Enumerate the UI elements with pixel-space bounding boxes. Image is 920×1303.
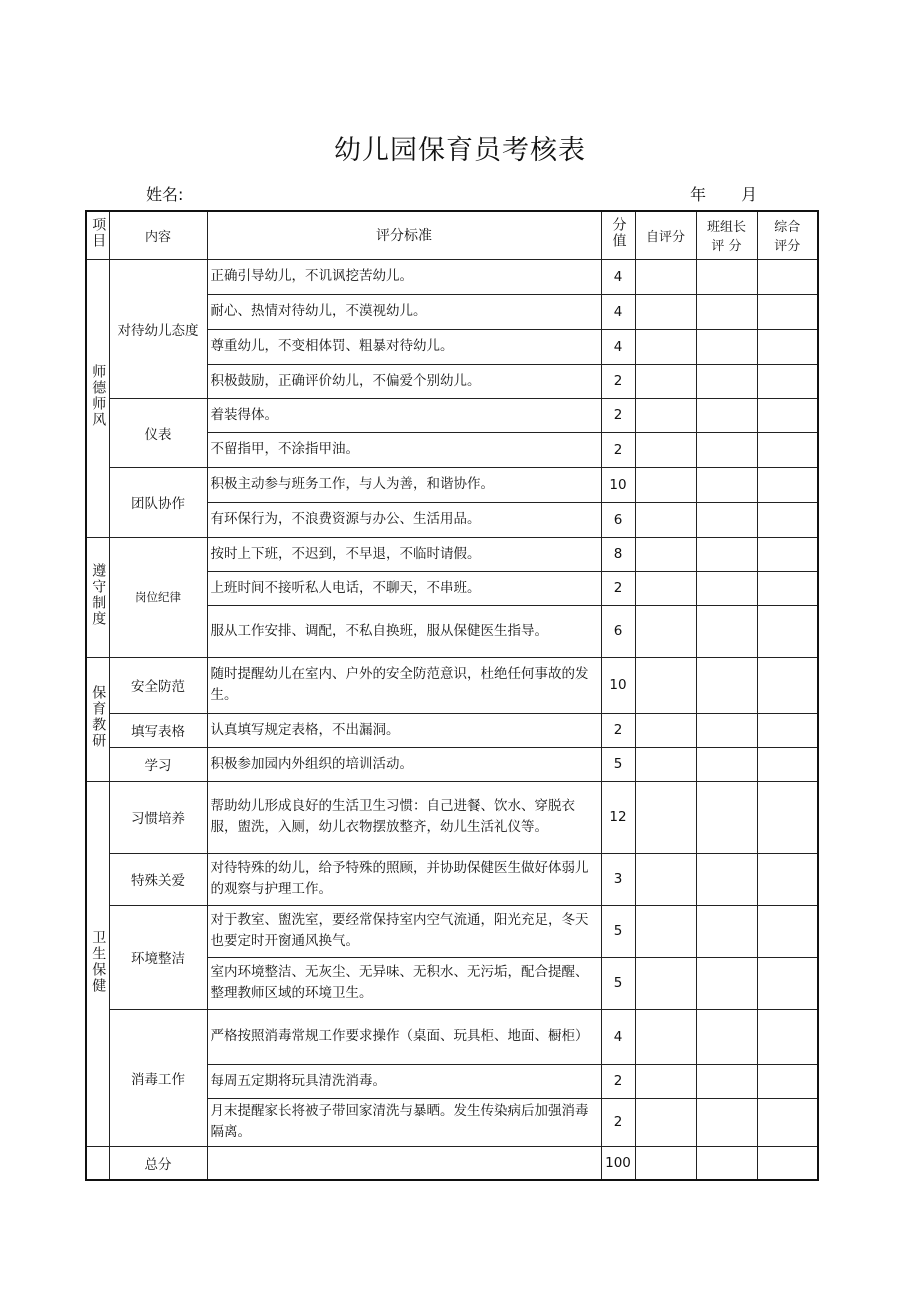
self-score-cell[interactable]: [635, 1146, 696, 1180]
overall-score-cell[interactable]: [757, 1009, 818, 1064]
overall-score-cell[interactable]: [757, 905, 818, 957]
self-score-cell[interactable]: [635, 364, 696, 398]
self-score-cell[interactable]: [635, 1009, 696, 1064]
self-score-cell[interactable]: [635, 905, 696, 957]
category-label: 保育教研: [90, 685, 107, 749]
table-row: [86, 657, 818, 713]
leader-score-cell[interactable]: [696, 537, 757, 571]
score-value: 5: [601, 747, 635, 781]
self-score-cell[interactable]: [635, 1064, 696, 1098]
leader-score-cell[interactable]: [696, 853, 757, 905]
score-value: 10: [601, 657, 635, 713]
content-cell: 特殊关爱: [109, 853, 207, 905]
score-value: 2: [601, 398, 635, 432]
total-label: 总分: [109, 1146, 207, 1180]
content-cell: 环境整洁: [109, 905, 207, 1009]
overall-score-cell[interactable]: [757, 432, 818, 467]
leader-score-cell[interactable]: [696, 605, 757, 657]
standard-cell: 帮助幼儿形成良好的生活卫生习惯：自己进餐、饮水、穿脱衣服，盥洗，入厕，幼儿衣物摆放整齐，幼儿生活礼仪等。: [207, 781, 601, 853]
header-score: 分值: [610, 217, 627, 250]
category-label: 卫生保健: [90, 929, 107, 994]
standard-cell: 有环保行为，不浪费资源与办公、生活用品。: [207, 502, 601, 537]
score-value: 12: [601, 781, 635, 853]
self-score-cell[interactable]: [635, 571, 696, 605]
score-value: 2: [601, 713, 635, 747]
leader-score-cell[interactable]: [696, 747, 757, 781]
score-value: 6: [601, 605, 635, 657]
standard-cell: 随时提醒幼儿在室内、户外的安全防范意识，杜绝任何事故的发生。: [207, 657, 601, 713]
header-item: 项目: [90, 217, 107, 250]
overall-score-cell[interactable]: [757, 502, 818, 537]
leader-score-cell[interactable]: [696, 905, 757, 957]
table-row: [86, 853, 818, 905]
standard-cell: 每周五定期将玩具清洗消毒。: [207, 1064, 601, 1098]
header-row: [86, 211, 818, 259]
category-cell: [86, 537, 109, 657]
leader-score-cell[interactable]: [696, 1064, 757, 1098]
self-score-cell[interactable]: [635, 747, 696, 781]
overall-score-cell[interactable]: [757, 853, 818, 905]
table-row: [86, 713, 818, 747]
content-cell: 习惯培养: [109, 781, 207, 853]
self-score-cell[interactable]: [635, 432, 696, 467]
category-cell: [86, 657, 109, 781]
score-value: 3: [601, 853, 635, 905]
standard-cell: 服从工作安排、调配，不私自换班，服从保健医生指导。: [207, 605, 601, 657]
self-score-cell[interactable]: [635, 605, 696, 657]
table-row: [86, 781, 818, 853]
self-score-cell[interactable]: [635, 537, 696, 571]
header-self-score: 自评分: [635, 211, 696, 259]
standard-cell: 按时上下班，不迟到，不早退，不临时请假。: [207, 537, 601, 571]
overall-score-cell[interactable]: [757, 398, 818, 432]
category-label: 师德师风: [90, 364, 107, 428]
standard-cell: 严格按照消毒常规工作要求操作（桌面、玩具柜、地面、橱柜）: [207, 1009, 601, 1064]
score-value: 2: [601, 571, 635, 605]
overall-score-cell[interactable]: [757, 657, 818, 713]
leader-score-cell[interactable]: [696, 657, 757, 713]
leader-score-cell[interactable]: [696, 364, 757, 398]
leader-score-cell[interactable]: [696, 398, 757, 432]
score-value: 2: [601, 1064, 635, 1098]
self-score-cell[interactable]: [635, 329, 696, 364]
score-value: 6: [601, 502, 635, 537]
category-cell: [86, 259, 109, 537]
table-row: [86, 747, 818, 781]
content-cell: 学习: [109, 747, 207, 781]
overall-score-cell[interactable]: [757, 1064, 818, 1098]
content-cell: 填写表格: [109, 713, 207, 747]
table-row: [86, 537, 818, 571]
score-value: 5: [601, 905, 635, 957]
leader-score-cell[interactable]: [696, 1098, 757, 1146]
self-score-cell[interactable]: [635, 294, 696, 329]
score-value: 2: [601, 1098, 635, 1146]
standard-cell: 积极主动参与班务工作，与人为善，和谐协作。: [207, 467, 601, 502]
score-value: 4: [601, 329, 635, 364]
standard-cell: 积极参加园内外组织的培训活动。: [207, 747, 601, 781]
table-row: [86, 905, 818, 957]
leader-score-cell[interactable]: [696, 294, 757, 329]
leader-score-cell[interactable]: [696, 1146, 757, 1180]
table-row: [86, 398, 818, 432]
standard-cell: 尊重幼儿，不变相体罚、粗暴对待幼儿。: [207, 329, 601, 364]
category-cell: [86, 1146, 109, 1180]
leader-score-cell[interactable]: [696, 467, 757, 502]
leader-score-cell[interactable]: [696, 957, 757, 1009]
standard-cell: 室内环境整洁、无灰尘、无异味、无积水、无污垢，配合提醒、整理教师区域的环境卫生。: [207, 957, 601, 1009]
standard-cell: 对于教室、盥洗室，要经常保持室内空气流通，阳光充足，冬天也要定时开窗通风换气。: [207, 905, 601, 957]
category-label: 遵守制度: [90, 563, 107, 627]
leader-score-cell[interactable]: [696, 713, 757, 747]
standard-cell: 对待特殊的幼儿，给予特殊的照顾，并协助保健医生做好体弱儿的观察与护理工作。: [207, 853, 601, 905]
overall-score-cell[interactable]: [757, 1098, 818, 1146]
self-score-cell[interactable]: [635, 467, 696, 502]
standard-cell: 上班时间不接听私人电话，不聊天，不串班。: [207, 571, 601, 605]
header-item-cell: [86, 211, 109, 259]
self-score-cell[interactable]: [635, 781, 696, 853]
score-value: 2: [601, 364, 635, 398]
leader-score-cell[interactable]: [696, 1009, 757, 1064]
leader-score-cell[interactable]: [696, 781, 757, 853]
self-score-cell[interactable]: [635, 657, 696, 713]
header-overall-score: 综合 评分: [757, 211, 818, 259]
content-cell: 岗位纪律: [109, 537, 207, 657]
overall-score-cell[interactable]: [757, 537, 818, 571]
table-row: [86, 467, 818, 502]
overall-score-cell[interactable]: [757, 605, 818, 657]
score-value: 8: [601, 537, 635, 571]
self-score-cell[interactable]: [635, 853, 696, 905]
self-score-cell[interactable]: [635, 713, 696, 747]
date-label: 年 月: [690, 185, 758, 204]
standard-cell: 月末提醒家长将被子带回家清洗与暴晒。发生传染病后加强消毒隔离。: [207, 1098, 601, 1146]
self-score-cell[interactable]: [635, 1098, 696, 1146]
self-score-cell[interactable]: [635, 957, 696, 1009]
name-label: 姓名:: [146, 185, 184, 204]
score-value: 4: [601, 294, 635, 329]
leader-score-cell[interactable]: [696, 259, 757, 294]
score-value: 2: [601, 432, 635, 467]
overall-score-cell[interactable]: [757, 747, 818, 781]
score-value: 4: [601, 1009, 635, 1064]
category-cell: [86, 781, 109, 1146]
total-score: 100: [601, 1146, 635, 1180]
content-cell: 安全防范: [109, 657, 207, 713]
self-score-cell[interactable]: [635, 259, 696, 294]
content-cell: 消毒工作: [109, 1009, 207, 1146]
overall-score-cell[interactable]: [757, 781, 818, 853]
standard-cell: 不留指甲，不涂指甲油。: [207, 432, 601, 467]
header-standard: 评分标准: [207, 211, 601, 259]
score-value: 4: [601, 259, 635, 294]
standard-cell: 着装得体。: [207, 398, 601, 432]
self-score-cell[interactable]: [635, 502, 696, 537]
overall-score-cell[interactable]: [757, 364, 818, 398]
assessment-table: [85, 210, 819, 1181]
self-score-cell[interactable]: [635, 398, 696, 432]
overall-score-cell[interactable]: [757, 713, 818, 747]
overall-score-cell[interactable]: [757, 1146, 818, 1180]
table-row: [86, 259, 818, 294]
overall-score-cell[interactable]: [757, 259, 818, 294]
content-cell: 对待幼儿态度: [109, 259, 207, 398]
standard-cell: 正确引导幼儿，不讥讽挖苦幼儿。: [207, 259, 601, 294]
table-row: [86, 1009, 818, 1064]
standard-cell: [207, 1146, 601, 1180]
standard-cell: 积极鼓励，正确评价幼儿，不偏爱个别幼儿。: [207, 364, 601, 398]
content-cell: 团队协作: [109, 467, 207, 537]
leader-score-cell[interactable]: [696, 571, 757, 605]
leader-score-cell[interactable]: [696, 432, 757, 467]
score-value: 5: [601, 957, 635, 1009]
overall-score-cell[interactable]: [757, 329, 818, 364]
header-content: 内容: [109, 211, 207, 259]
content-cell: 仪表: [109, 398, 207, 467]
score-value: 10: [601, 467, 635, 502]
overall-score-cell[interactable]: [757, 294, 818, 329]
standard-cell: 认真填写规定表格，不出漏洞。: [207, 713, 601, 747]
leader-score-cell[interactable]: [696, 329, 757, 364]
leader-score-cell[interactable]: [696, 502, 757, 537]
overall-score-cell[interactable]: [757, 571, 818, 605]
page-title: 幼儿园保育员考核表: [334, 135, 586, 166]
header-leader-score: 班组长 评 分: [696, 211, 757, 259]
total-row: [86, 1146, 818, 1180]
header-score-cell: [601, 211, 635, 259]
overall-score-cell[interactable]: [757, 467, 818, 502]
standard-cell: 耐心、热情对待幼儿，不漠视幼儿。: [207, 294, 601, 329]
overall-score-cell[interactable]: [757, 957, 818, 1009]
